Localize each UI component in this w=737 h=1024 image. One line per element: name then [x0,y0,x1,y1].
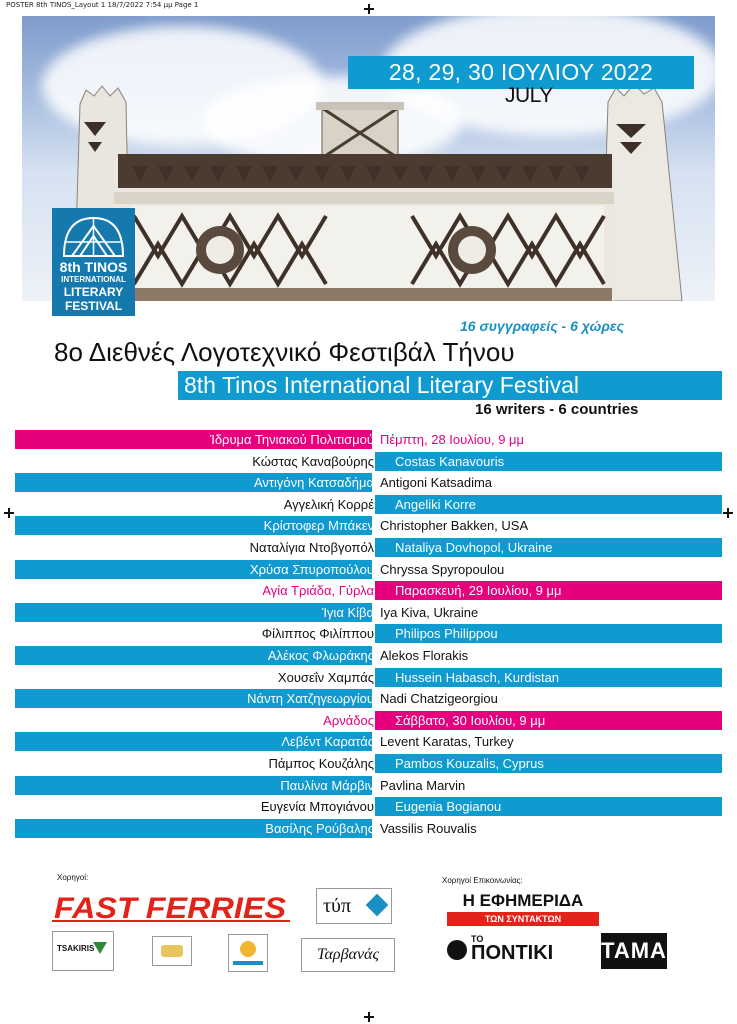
efsyn-title: Η ΕΦΗΜΕΡΙΔΑ [462,891,584,910]
program-writer-row [0,603,737,622]
fast-ferries-logo [50,890,300,924]
writer-name-greek: Φίλιππος Φιλίππου [261,626,374,642]
venue-date: Παρασκευή, 29 Ιουλίου, 9 μμ [395,583,562,599]
greek-title: 8ο Διεθνές Λογοτεχνικό Φεστιβάλ Τήνου [54,337,515,367]
writer-name-english: Nadi Chatzigeorgiou [380,691,498,707]
program-writer-row [0,495,737,514]
program-writer-row [0,689,737,708]
writer-name-english: Hussein Habasch, Kurdistan [395,669,560,685]
writer-name-english: Christopher Bakken, USA [380,518,529,534]
venue-name: Ίδρυμα Τηνιακού Πολιτισμού [209,432,374,447]
logo-line-4: FESTIVAL [64,299,123,313]
program-writer-row [0,668,737,687]
efsyn-subtitle: ΤΩΝ ΣΥΝΤΑΚΤΩΝ [447,912,599,926]
program-writer-row [0,819,737,838]
writer-name-english: Eugenia Bogianou [395,799,502,815]
writer-name-greek: Λεβέντ Καρατάς [281,734,374,750]
writer-name-greek: Βασίλης Ρούβαλης [265,820,374,836]
program-venue-row [0,430,737,449]
tsakiris-mark-icon [93,942,107,954]
tarbanas-logo [301,938,395,972]
venue-date: Πέμπτη, 28 Ιουλίου, 9 μμ [380,432,525,447]
program-writer-row [0,560,737,579]
dovecote-emblem-icon [52,212,135,258]
writer-name-english: Antigoni Katsadima [380,475,493,491]
registration-mark [364,4,374,14]
program-writer-row [0,473,737,492]
logo-line-2: INTERNATIONAL [61,275,126,284]
writer-name-greek: Ναταλίγια Ντοβγοπόλ [249,540,374,555]
efsyn-logo [447,890,599,928]
pontiki-logo [447,934,572,970]
sponsor-mark-icon [161,945,183,957]
writer-name-greek: Αγγελική Κορρέ [283,496,374,512]
program-writer-row [0,732,737,751]
writer-name-english: Philipos Philippou [395,626,498,642]
row-highlight-bar [15,603,372,622]
tama-logo [601,933,667,969]
program-venue-row [0,581,737,600]
writer-name-english: Levent Karatas, Turkey [380,734,514,750]
writer-name-english: Iya Kiva, Ukraine [380,604,479,620]
greek-subtitle: 16 συγγραφείς - 6 χώρες [460,318,624,334]
program-venue-row [0,711,737,730]
tsakiris-logo [52,931,114,971]
pontiki-to: ΤΟ [471,934,484,944]
writer-name-english: Alekos Florakis [380,648,469,663]
writer-name-greek: Αλέκος Φλωράκης [267,648,374,663]
writer-name-greek: Παυλίνα Μάρβιν [280,777,374,793]
writer-name-english: Angeliki Korre [395,496,476,512]
sponsor-logo-small [152,936,192,966]
wave-icon [233,961,263,965]
registration-mark [364,1012,374,1022]
program-writer-row [0,452,737,471]
venue-name: Αρνάδος [323,712,374,728]
tarbanas-text: Ταρβανάς [317,946,379,963]
festival-dates: 28, 29, 30 ΙΟΥΛΙΟΥ 2022 [388,59,654,85]
program-writer-row [0,646,737,665]
logo-line-1: 8th TINOS [59,259,128,275]
writer-name-english: Vassilis Rouvalis [380,820,477,836]
typo-mark-icon [366,894,389,917]
program-writer-row [0,624,737,643]
writer-name-greek: Κρίστοφερ Μπάκεν [263,518,374,534]
writer-name-greek: Αντιγόνη Κατσαδήμα [253,475,374,491]
typo-text: τύπ [323,895,352,917]
tsakiris-text: TSAKIRIS [57,944,95,953]
writer-name-greek: Νάντη Χατζηγεωργίου [247,691,374,707]
fast-ferries-text: FAST FERRIES [54,892,286,924]
writer-name-greek: Ευγενία Μπογιάνου [260,799,374,815]
writer-name-english: Nataliya Dovhopol, Ukraine [395,540,553,555]
pontiki-name: ΠΟΝΤΙΚΙ [471,942,554,964]
english-title: 8th Tinos International Literary Festival [184,372,580,398]
program-writer-row [0,538,737,557]
logo-line-3: LITERARY [63,285,124,299]
festival-logo [52,208,135,316]
tama-text: ΤΑΜΑ [601,938,667,963]
writer-name-greek: Χρύσα Σπυροπούλου [249,561,374,577]
writer-name-english: Costas Kanavouris [395,453,505,469]
media-sponsors-label: Χορηγοί Επικοινωνίας: [442,876,523,885]
print-header: POSTER 8th TINOS_Layout 1 18/7/2022 7:54 μμ Page 1 [6,1,199,9]
writer-name-greek: Κώστας Καναβούρης [252,453,374,469]
month-en: JULY [505,84,553,107]
sponsors-label: Χορηγοί: [57,873,89,882]
beach-sponsor-logo [228,934,268,972]
mouse-icon [447,940,467,960]
writer-name-english: Chryssa Spyropoulou [380,561,505,577]
typo-logo [316,888,392,924]
sun-icon [240,941,256,957]
writer-name-english: Pambos Kouzalis, Cyprus [395,756,544,771]
program-writer-row [0,797,737,816]
writer-name-greek: Ίγια Κίβα [321,604,374,620]
writer-name-greek: Πάμπος Κουζάλης [268,756,374,771]
writer-name-greek: Χουσεΐν Χαμπάς [277,669,374,685]
writer-name-english: Pavlina Marvin [380,777,466,793]
venue-name: Αγία Τριάδα, Γύρλα [262,583,374,599]
english-subtitle: 16 writers - 6 countries [475,401,639,418]
program-writer-row [0,776,737,795]
program-writer-row [0,516,737,535]
program-writer-row [0,754,737,773]
venue-date: Σάββατο, 30 Ιουλίου, 9 μμ [395,712,546,728]
